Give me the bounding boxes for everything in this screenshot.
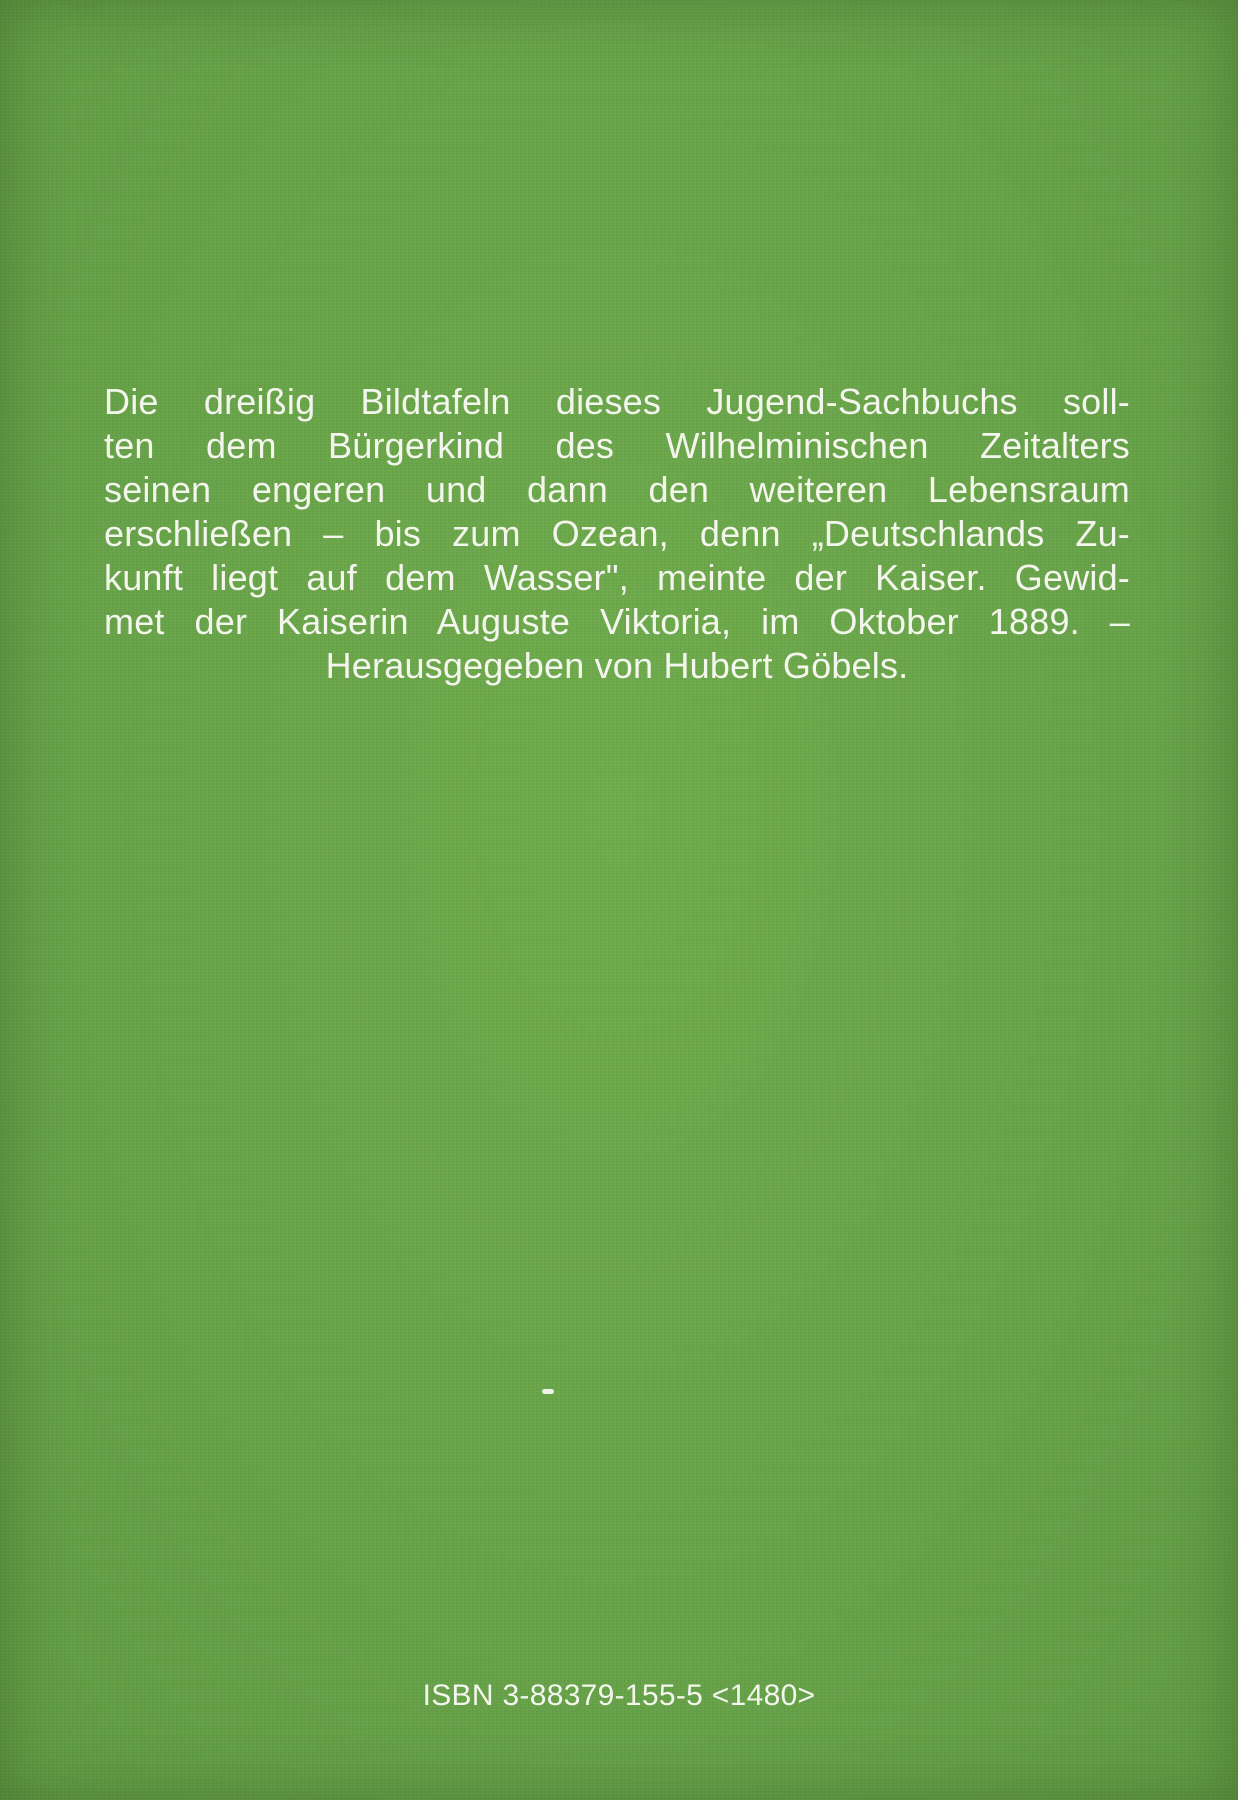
- blurb-line: Die dreißig Bildtafeln dieses Jugend-Sachbuchs soll-: [104, 381, 1130, 422]
- blurb-line: kunft liegt auf dem Wasser", meinte der Kaiser. Gewid-: [104, 557, 1130, 598]
- blurb-line: seinen engeren und dann den weiteren Lebensraum: [104, 469, 1130, 510]
- cover-blemish: [542, 1389, 554, 1394]
- blurb-text: [104, 380, 1130, 688]
- isbn-label: ISBN 3-88379-155-5 <1480>: [422, 1679, 816, 1712]
- blurb-line: met der Kaiserin Auguste Viktoria, im Oktober 1889. –: [104, 601, 1130, 642]
- blurb-line-editor: Herausgegeben von Hubert Göbels.: [325, 645, 909, 686]
- blurb-line: ten dem Bürgerkind des Wilhelminischen Zeitalters: [104, 425, 1130, 466]
- blurb-line: erschließen – bis zum Ozean, denn „Deutschlands Zu-: [104, 513, 1130, 554]
